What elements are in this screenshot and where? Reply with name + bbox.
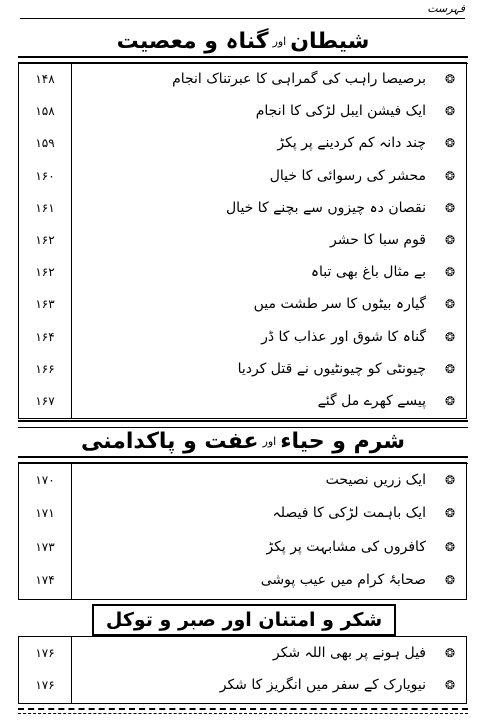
toc-page-number: ۱۷۶ — [35, 678, 55, 692]
toc-entry-title: ایک فیشن ایبل لڑکی کا انجام — [255, 103, 426, 120]
sun-bullet-icon: ❂ — [444, 539, 456, 554]
toc-entry-title: گناہ کا شوق اور عذاب کا ڈر — [261, 328, 426, 345]
heading-part1: شرم و حیاء — [280, 428, 406, 454]
toc-entry-title: نقصان دہ چیزوں سے بچنے کا خیال — [226, 199, 426, 216]
toc-entry-title: ایک زریں نصیحت — [325, 471, 426, 488]
toc-row[interactable] — [19, 385, 466, 417]
toc-page-number: ۱۵۸ — [35, 104, 55, 119]
toc-entry-title: چند دانہ کم کردینے پر پکڑ — [277, 135, 426, 152]
toc-table — [18, 62, 467, 419]
toc-entry-title: پیسے کھرے مل گئے — [317, 392, 426, 409]
heading-part2: گناہ و معصیت — [116, 28, 269, 54]
toc-row[interactable] — [19, 160, 466, 192]
sun-bullet-icon: ❂ — [444, 506, 456, 521]
sun-bullet-icon: ❂ — [444, 297, 456, 312]
sun-bullet-icon: ❂ — [444, 678, 456, 692]
toc-page-number: ۱۶۱ — [35, 200, 55, 215]
toc-row[interactable] — [19, 637, 466, 669]
sun-bullet-icon: ❂ — [444, 200, 456, 215]
toc-page-number: ۱۷۶ — [35, 646, 55, 660]
toc-row[interactable] — [19, 63, 466, 95]
toc-entry-title: نیویارک کے سفر میں انگریز کا شکر — [219, 677, 426, 693]
section-heading-3 — [92, 604, 396, 636]
toc-row[interactable] — [19, 669, 466, 701]
toc-entry-title: کافروں کی مشابہت پر پکڑ — [266, 538, 426, 555]
toc-page-number: ۱۶۴ — [35, 329, 55, 344]
sun-bullet-icon: ❂ — [444, 646, 456, 660]
heading-connector: اور — [262, 434, 277, 448]
toc-page-number: ۱۶۲ — [35, 233, 55, 248]
sun-bullet-icon: ❂ — [444, 361, 456, 376]
toc-row[interactable] — [19, 256, 466, 288]
page-header — [20, 0, 465, 19]
toc-entry-title: صحابۂ کرام میں عیب پوشی — [260, 572, 426, 589]
bottom-rule — [18, 713, 468, 714]
toc-page-number: ۱۷۰ — [35, 472, 55, 487]
heading-part2: عفت و پاکدامنی — [80, 428, 259, 454]
toc-row[interactable] — [19, 127, 466, 159]
toc-row[interactable] — [19, 463, 466, 497]
heading-part1: شکر و امتنان اور صبر و توکل — [105, 609, 383, 631]
toc-entry-title: گیارہ بیٹوں کا سر طشت میں — [253, 296, 426, 313]
heading-part1: شیطان — [290, 28, 370, 54]
toc-page-number: ۱۶۲ — [35, 265, 55, 280]
sun-bullet-icon: ❂ — [444, 104, 456, 119]
sun-bullet-icon: ❂ — [444, 233, 456, 248]
toc-row[interactable] — [19, 224, 466, 256]
toc-page-number: ۱۷۴ — [35, 573, 55, 588]
toc-page-number: ۱۶۰ — [35, 168, 55, 183]
sun-bullet-icon: ❂ — [444, 72, 456, 87]
toc-page-number: ۱۷۱ — [35, 506, 55, 521]
toc-page-number: ۱۶۳ — [35, 297, 55, 312]
toc-row[interactable] — [19, 192, 466, 224]
toc-entry-title: فیل ہونے پر بھی اللہ شکر — [272, 645, 426, 661]
section-heading-1 — [18, 26, 468, 56]
toc-row[interactable] — [19, 321, 466, 353]
toc-row[interactable] — [19, 288, 466, 320]
toc-entry-title: برصیصا راہب کی گمراہی کا عبرتناک انجام — [172, 71, 426, 88]
bottom-rule — [18, 708, 468, 710]
toc-row[interactable] — [19, 530, 466, 564]
toc-page-number: ۱۷۳ — [35, 539, 55, 554]
toc-page-number: ۱۵۹ — [35, 136, 55, 151]
toc-entry-title: محشر کی رسوائی کا خیال — [269, 167, 426, 184]
sun-bullet-icon: ❂ — [444, 265, 456, 280]
toc-page-number: ۱۶۶ — [35, 361, 55, 376]
toc-table — [18, 462, 467, 600]
section-heading-2 — [18, 426, 468, 456]
toc-entry-title: قوم سبا کا حشر — [330, 232, 426, 249]
sun-bullet-icon: ❂ — [444, 472, 456, 487]
heading-connector: اور — [272, 34, 287, 48]
toc-entry-title: چیونٹی کو چیونٹیوں نے قتل کردیا — [237, 360, 426, 377]
sun-bullet-icon: ❂ — [444, 136, 456, 151]
sun-bullet-icon: ❂ — [444, 329, 456, 344]
sun-bullet-icon: ❂ — [444, 573, 456, 588]
toc-row[interactable] — [19, 497, 466, 531]
toc-page-number: ۱۶۷ — [35, 393, 55, 408]
running-header: فہرست — [427, 2, 465, 15]
toc-row[interactable] — [19, 564, 466, 598]
toc-table — [18, 636, 467, 704]
toc-row[interactable] — [19, 353, 466, 385]
toc-row[interactable] — [19, 95, 466, 127]
toc-entry-title: ایک باہمت لڑکی کا فیصلہ — [272, 505, 426, 522]
sun-bullet-icon: ❂ — [444, 393, 456, 408]
toc-page-number: ۱۴۸ — [35, 72, 55, 87]
sun-bullet-icon: ❂ — [444, 168, 456, 183]
toc-entry-title: بے مثال باغ بھی تباہ — [310, 264, 426, 281]
